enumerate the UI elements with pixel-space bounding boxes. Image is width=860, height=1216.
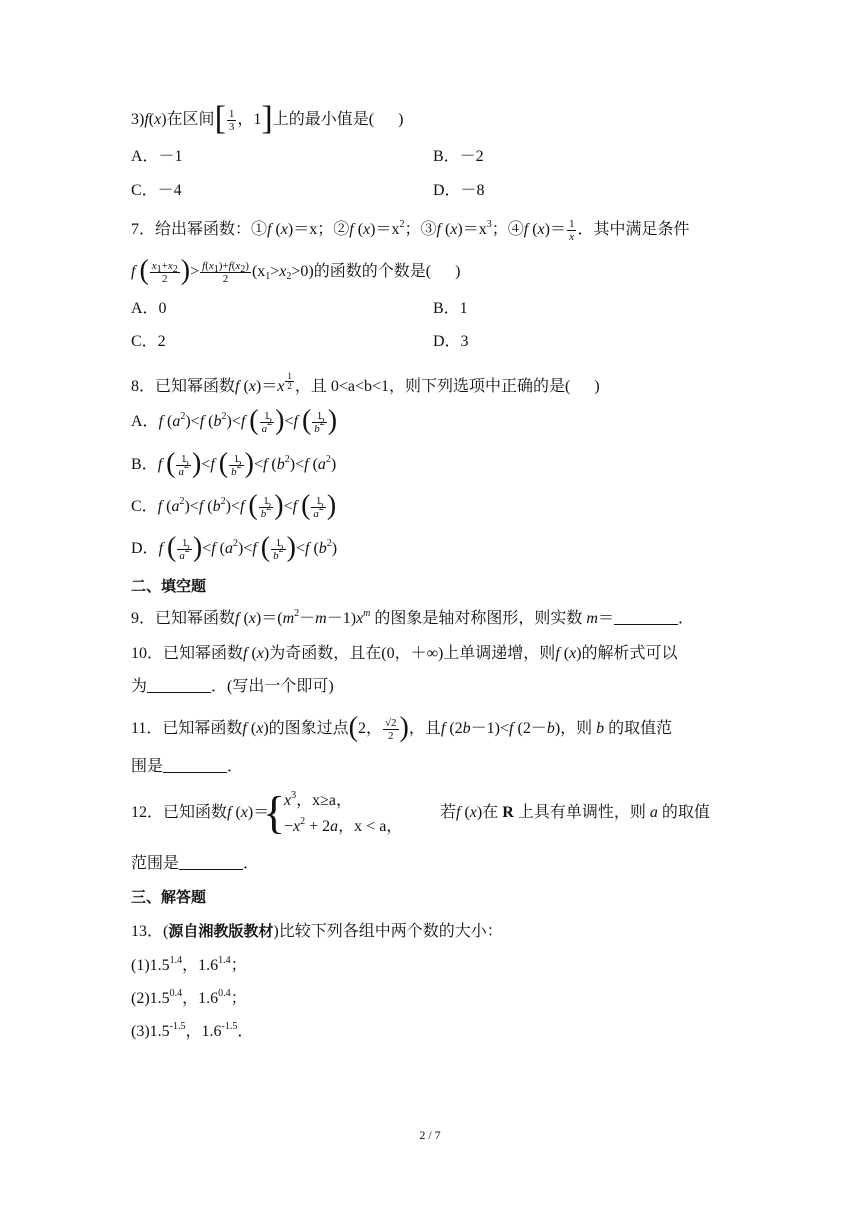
q8-stem: 8．已知幂函数f (x)＝x $^{\frac{1}{2}}$ ，且 0<a<b<1，则下列选项中正确的是( ) [131,371,600,395]
q13-part2: $(2)1.5^{0.4}$，$1.6^{0.4}$； [131,988,247,1007]
q9: 9．已知幂函数f $(x)=(m^2-m-1)x^m$ 的图象是轴对称图形，则实数 m＝ ． [131,608,695,627]
q12-line1: 12．已知函数f (x)＝ [131,804,270,821]
q11-line1: 11．已知幂函数f (x)的图象过点(2， $\frac{√2}{2}$ )，且f (2b－1)<f (2－b)，则 b 的取值范 [131,712,673,744]
q6-option-b: B．－2 [433,148,484,165]
q7-option-c: C．2 [131,333,166,350]
q13-part1: $(1)1.5^{1.4}$，$1.6^{1.4}$； [131,955,247,974]
q6-option-d: D．－8 [433,182,485,199]
q7-line2: f ( $\frac{x_1+x_2}{2}$ )> $\frac{f(x_1)+f(x_2)}{2}$ $(x_1>x_2>0)$的函数的个数是( ) [131,255,461,287]
q6-option-c: C．－4 [131,182,182,199]
q12-line2: 范围是 ． [131,855,260,872]
q8-option-c: C．f $(a^2)<f$ $(b^2)<f$ ( $\frac{1}{b^2}$ )<f ( $\frac{1}{a^2}$ ) [131,490,337,522]
fraction: $\frac{1}{3}$ [228,108,235,133]
q12-case1: $x^3$，x≥a， [284,790,352,809]
q8-option-d: D．f ( $\frac{1}{a^2}$ )<f $(a^2)<f$ ( $\frac{1}{b^2}$ )<f $(b^2)$ [131,532,338,564]
q7-option-b: B．1 [433,300,468,317]
q7-line1: 7．给出幂函数：①f (x)＝x；②f $(x)=x^2$；③f $(x)=x^3$；④f (x)＝ $\frac{1}{x}$ ．其中满足条件 [131,218,690,243]
q6-option-a: A．－1 [131,148,183,165]
answer-blank [614,610,678,625]
q7-option-a: A．0 [131,300,167,317]
q13-part3: $(3)1.5^{-1.5}$，$1.6^{-1.5}$． [131,1021,254,1040]
q11-line2: 围是 ． [131,758,244,775]
q7-option-d: D．3 [433,333,469,350]
page-number: 2 / 7 [419,1128,441,1142]
q8-option-b: B．f ( $\frac{1}{a^2}$ )<f ( $\frac{1}{b^2}$ )<f $(b^2)<f$ $(a^2)$ [131,448,337,480]
piecewise-brace: { [263,787,286,838]
section-title-fill-in: 二、填空题 [131,577,207,595]
q8-option-a: A．f $(a^2)<f$ $(b^2)<f$ ( $\frac{1}{a^2}$ )<f ( $\frac{1}{b^2}$ ) [131,405,338,437]
q10-line2: 为 ．(写出一个即可) [131,678,334,695]
answer-blank [163,758,227,773]
q12-condition: 若f (x)在 R 上具有单调性，则 a 的取值 [440,804,710,821]
answer-blank [179,855,243,870]
answer-blank [147,678,211,693]
q13-stem: 13．(源自湘教版教材)比较下列各组中两个数的大小： [131,922,503,940]
q6-sub3-line: 3)f(x)在区间[ $\frac{1}{3}$ ，1]上的最小值是( ) [131,100,404,138]
q10-line1: 10．已知幂函数f (x)为奇函数，且在(0，＋∞)上单调递增，则f (x)的解析式可以 [131,645,678,662]
q12-case2: $-x^2 + 2a$，x < a， [284,816,403,835]
section-title-answer: 三、解答题 [131,888,207,906]
